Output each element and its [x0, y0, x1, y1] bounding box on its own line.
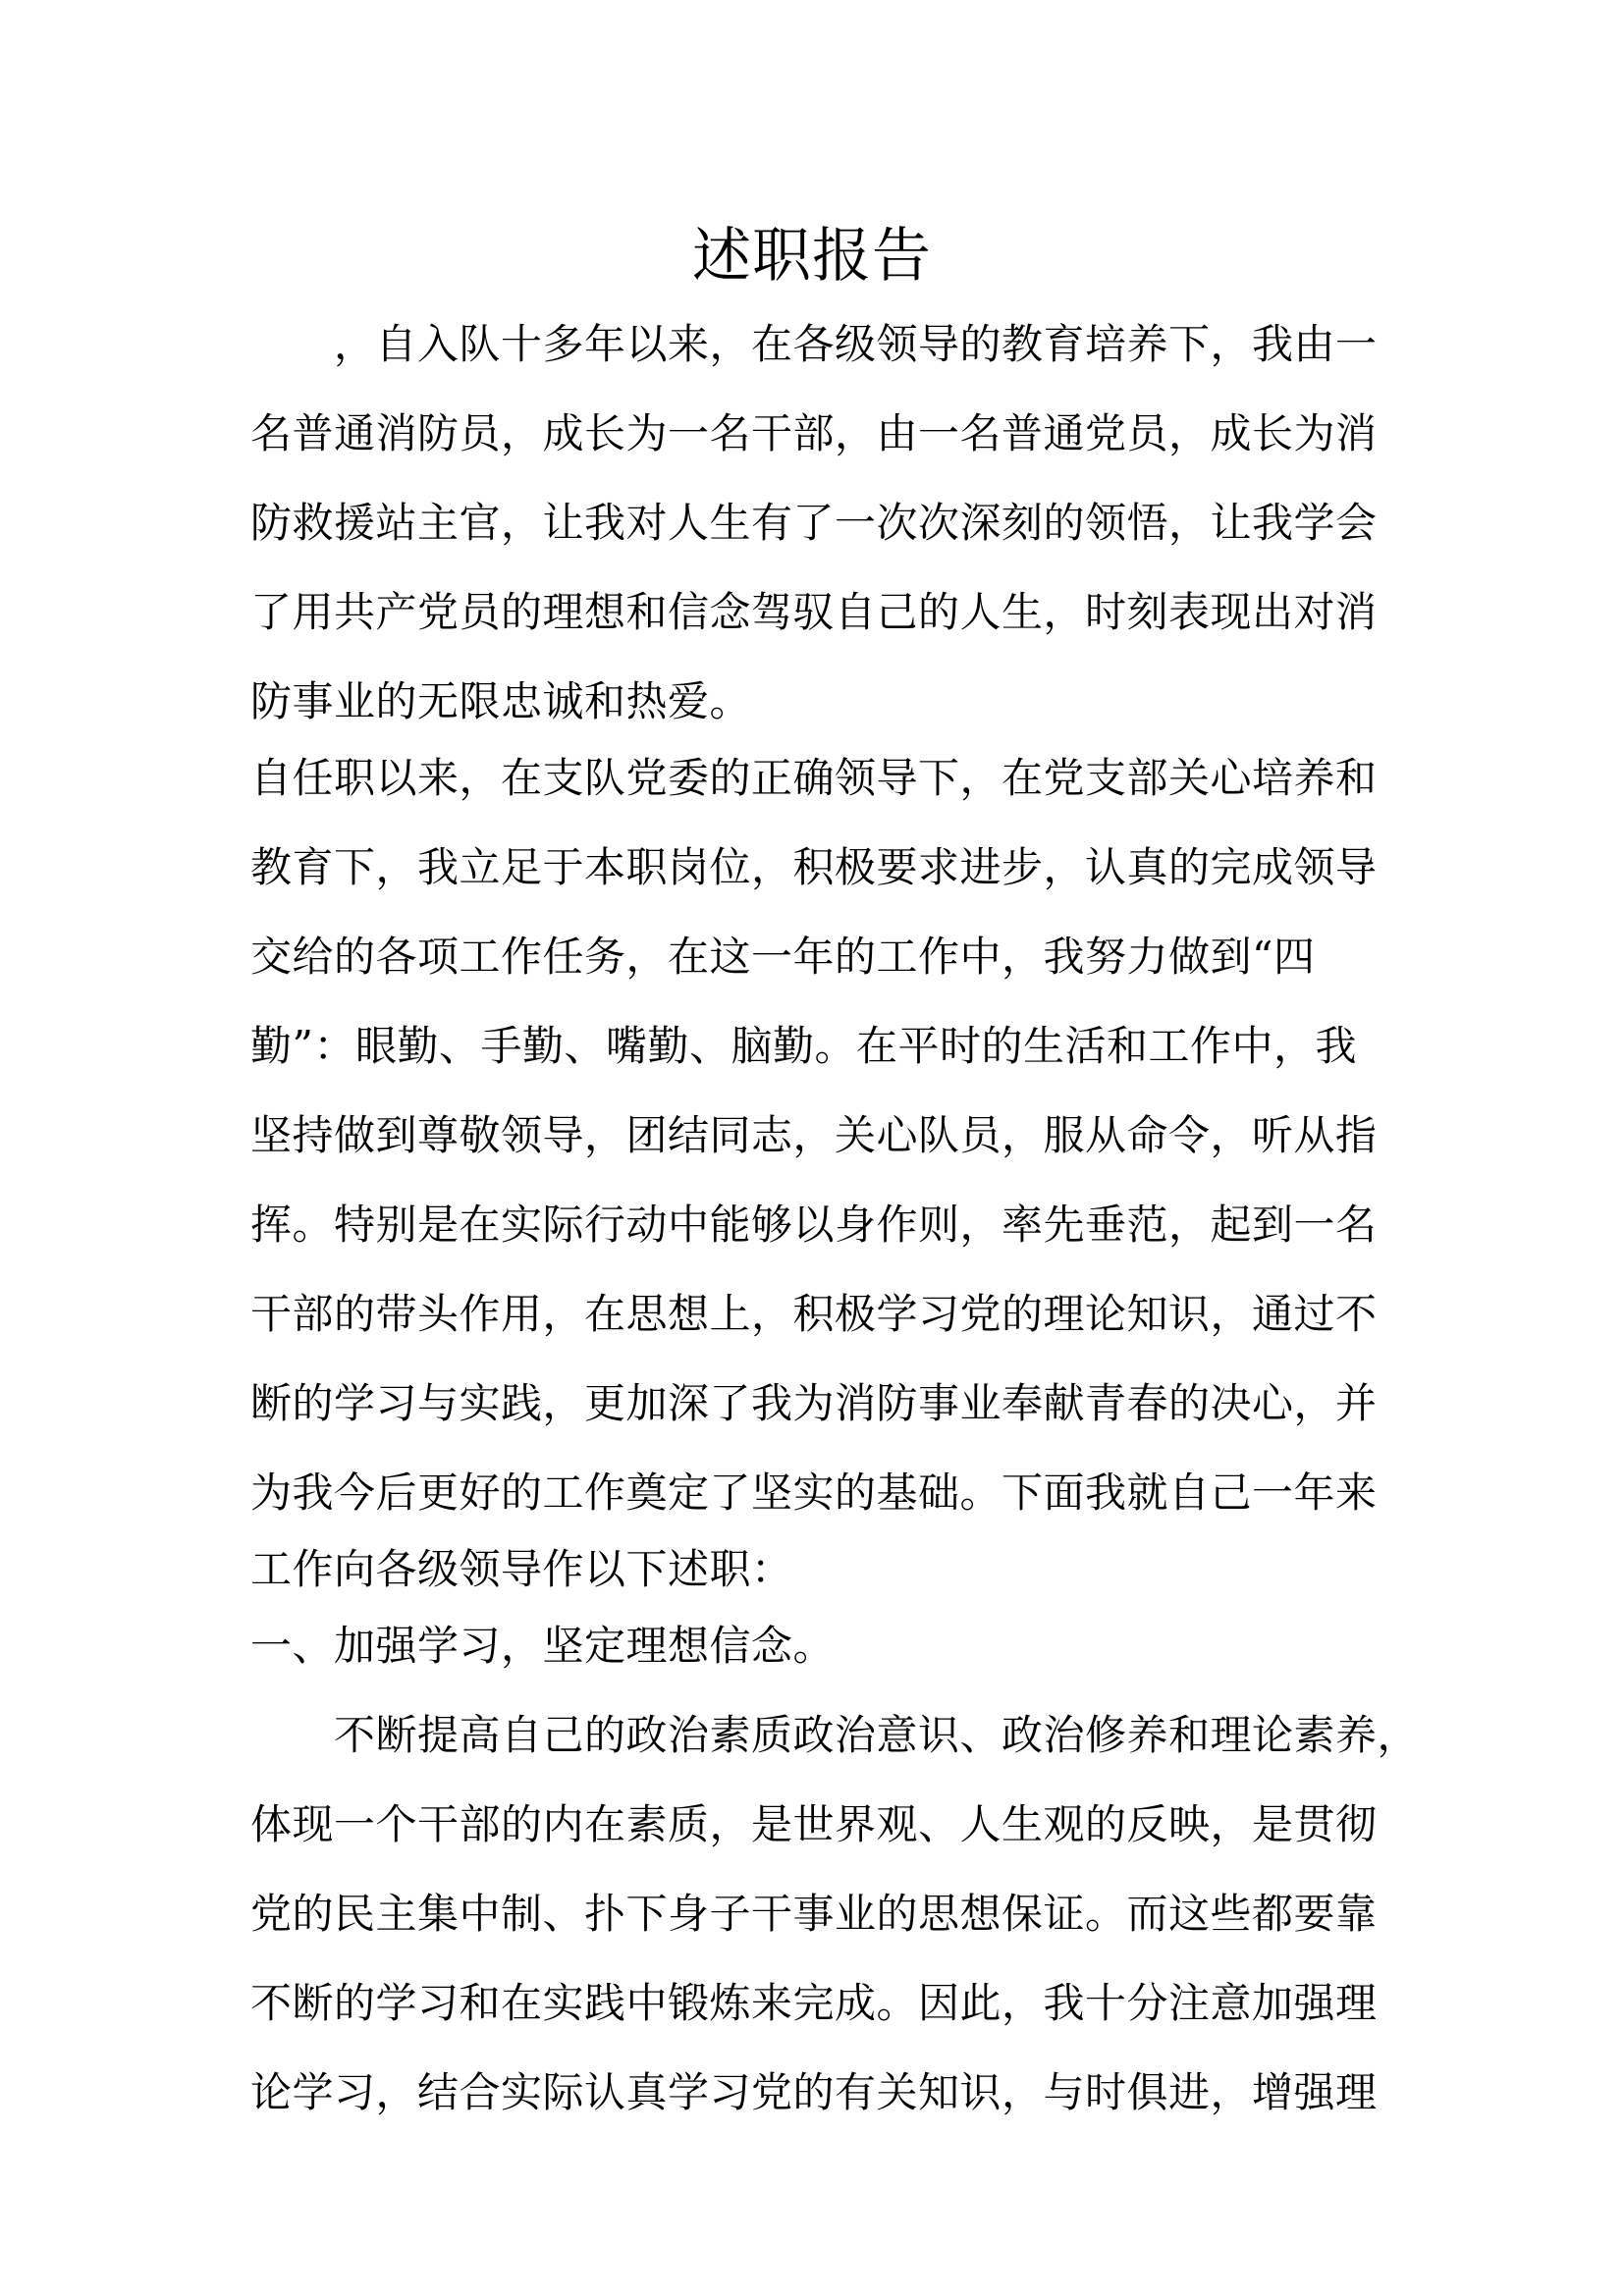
section-heading: 一、加强学习，坚定理想信念。	[250, 1622, 836, 1670]
text-line: 党的民主集中制、扑下身子干事业的思想保证。而这些都要靠	[250, 1890, 1378, 1938]
text-line: 坚持做到尊敬领导，团结同志，关心队员，服从命令，听从指	[250, 1111, 1378, 1159]
text-line: 防事业的无限忠诚和热爱。	[250, 677, 752, 725]
text-line: ，自入队十多年以来，在各级领导的教育培养下，我由一	[250, 320, 1378, 368]
text-line: 断的学习与实践，更加深了我为消防事业奉献青春的决心，并	[250, 1379, 1378, 1427]
text-line: 不断提高自己的政治素质政治意识、政治修养和理论素养，	[250, 1711, 1420, 1759]
text-line: 干部的带头作用，在思想上，积极学习党的理论知识，通过不	[250, 1290, 1378, 1338]
document-title: 述职报告	[692, 222, 932, 291]
text-line: 为我今后更好的工作奠定了坚实的基础。下面我就自己一年来	[250, 1468, 1378, 1517]
text-line: 不断的学习和在实践中锻炼来完成。因此，我十分注意加强理	[250, 1979, 1378, 2027]
text-line: 勤”：眼勤、手勤、嘴勤、脑勤。在平时的生活和工作中，我	[250, 1022, 1357, 1070]
text-line: 论学习，结合实际认真学习党的有关知识，与时俱进，增强理	[250, 2068, 1378, 2116]
text-line: 挥。特别是在实际行动中能够以身作则，率先垂范，起到一名	[250, 1201, 1378, 1249]
text-line: 自任职以来，在支队党委的正确领导下，在党支部关心培养和	[250, 754, 1378, 802]
text-line: 了用共产党员的理想和信念驾驭自己的人生，时刻表现出对消	[250, 588, 1378, 636]
text-line: 防救援站主官，让我对人生有了一次次深刻的领悟，让我学会	[250, 499, 1378, 547]
text-line: 教育下，我立足于本职岗位，积极要求进步，认真的完成领导	[250, 843, 1378, 891]
text-line: 交给的各项工作任务，在这一年的工作中，我努力做到“四	[250, 933, 1316, 981]
text-line: 体现一个干部的内在素质，是世界观、人生观的反映，是贯彻	[250, 1800, 1378, 1848]
text-line: 名普通消防员，成长为一名干部，由一名普通党员，成长为消	[250, 409, 1378, 457]
text-line: 工作向各级领导作以下述职：	[250, 1545, 793, 1593]
